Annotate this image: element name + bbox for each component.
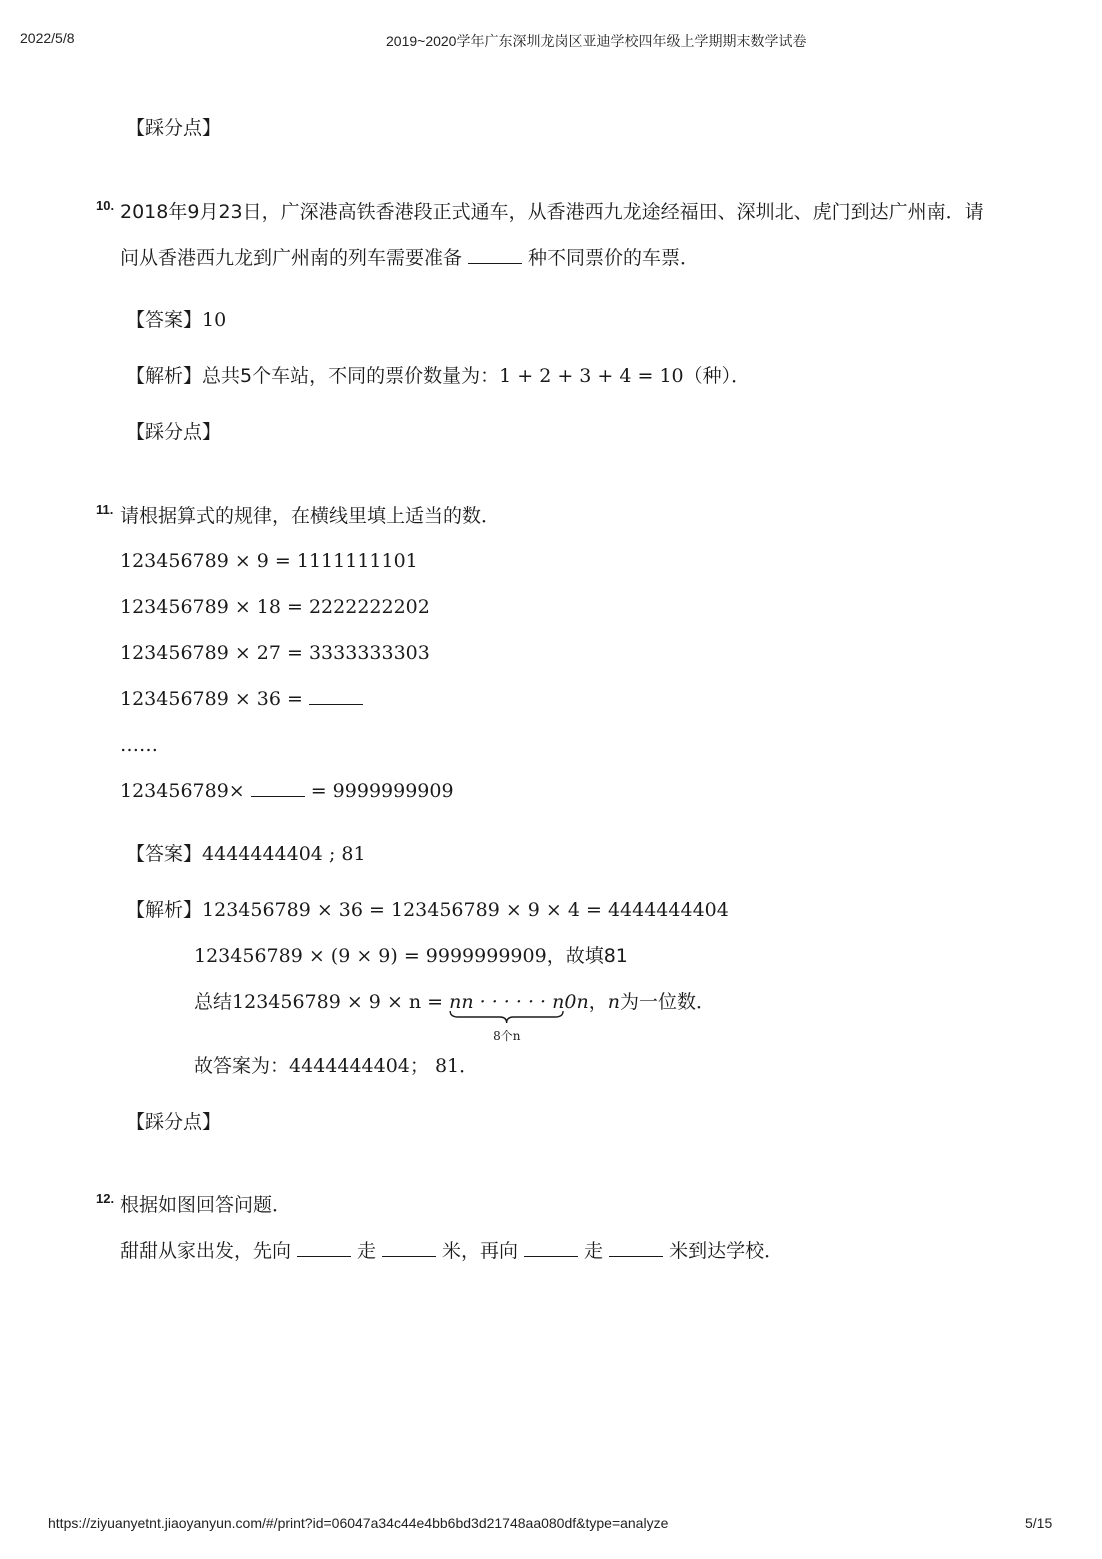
q10-answer bbox=[126, 306, 226, 334]
answer-blank[interactable] bbox=[251, 778, 305, 797]
question-number-10: 10. bbox=[96, 198, 115, 213]
q11-equation-2: 123456789 × 18 = 2222222202 bbox=[120, 596, 430, 618]
answer-blank[interactable] bbox=[297, 1238, 351, 1257]
underbrace-label: 8个n bbox=[493, 1029, 521, 1043]
q11-analysis-line4: 故答案为：4444444404； 81． bbox=[194, 1055, 479, 1077]
q11-equation-3: 123456789 × 27 = 3333333303 bbox=[120, 642, 430, 664]
q11-analysis-line1: 【解析】123456789 × 36 = 123456789 × 9 × 4 = 4444444404 bbox=[126, 899, 729, 921]
question-number-11: 11. bbox=[96, 502, 114, 517]
q10-text-line1: 2018年9月23日，广深港高铁香港段正式通车，从香港西九龙途经福田、深圳北、虎门到达广州南．请 bbox=[120, 201, 984, 223]
answer-label: 【答案】 bbox=[126, 843, 203, 865]
q11-equation-1: 123456789 × 9 = 1111111101 bbox=[120, 550, 418, 572]
q10-analysis: 【解析】总共5个车站，不同的票价数量为：1 + 2 + 3 + 4 = 10（种）． bbox=[126, 365, 751, 387]
q12-sentence: 甜甜从家出发，先向 走 米，再向 走 米到达学校． bbox=[120, 1240, 784, 1262]
analysis-label: 【解析】 bbox=[126, 899, 203, 921]
document-title: 2019~2020学年广东深圳龙岗区亚迪学校四年级上学期期末数学试卷 bbox=[386, 33, 807, 49]
print-date: 2022/5/8 bbox=[20, 30, 75, 46]
answer-value: 4444444404 ; 81 bbox=[202, 843, 366, 865]
q11-equation-5: 123456789× = 9999999909 bbox=[120, 780, 454, 802]
q11-analysis-line3: 总结123456789 × 9 × n = nn · · · · · · n 8个n 0n，n为一位数． bbox=[194, 988, 715, 1016]
answer-blank[interactable] bbox=[309, 686, 363, 705]
scoring-label-q10: 【踩分点】 bbox=[126, 421, 222, 443]
q11-analysis-line2: 123456789 × (9 × 9) = 9999999909，故填81 bbox=[194, 945, 628, 967]
q11-ellipsis: …… bbox=[120, 734, 158, 756]
underbrace-expression: nn · · · · · · n 8个n bbox=[449, 988, 564, 1016]
answer-blank[interactable] bbox=[382, 1238, 436, 1257]
answer-blank[interactable] bbox=[524, 1238, 578, 1257]
question-number-12: 12. bbox=[96, 1191, 115, 1206]
q12-prompt: 根据如图回答问题． bbox=[120, 1194, 292, 1216]
footer-url: https://ziyuanyetnt.jiaoyanyun.com/#/print?id=06047a34c44e4bb6bd3d21748aa080df&type=analyze bbox=[48, 1515, 669, 1531]
q11-equation-4: 123456789 × 36 = bbox=[120, 685, 369, 713]
answer-blank[interactable] bbox=[609, 1238, 663, 1257]
q11-prompt: 请根据算式的规律，在横线里填上适当的数． bbox=[120, 505, 501, 527]
answer-blank[interactable] bbox=[468, 245, 522, 264]
q10-text-line2: 问从香港西九龙到广州南的列车需要准备 种不同票价的车票． bbox=[120, 247, 700, 269]
scoring-label-q11: 【踩分点】 bbox=[126, 1111, 222, 1133]
answer-label: 【答案】 bbox=[126, 309, 203, 331]
page-number: 5/15 bbox=[1025, 1515, 1053, 1531]
answer-value: 10 bbox=[202, 309, 227, 331]
scoring-label-q9: 【踩分点】 bbox=[126, 117, 222, 139]
q11-answer bbox=[126, 840, 366, 868]
analysis-label: 【解析】 bbox=[126, 365, 203, 387]
